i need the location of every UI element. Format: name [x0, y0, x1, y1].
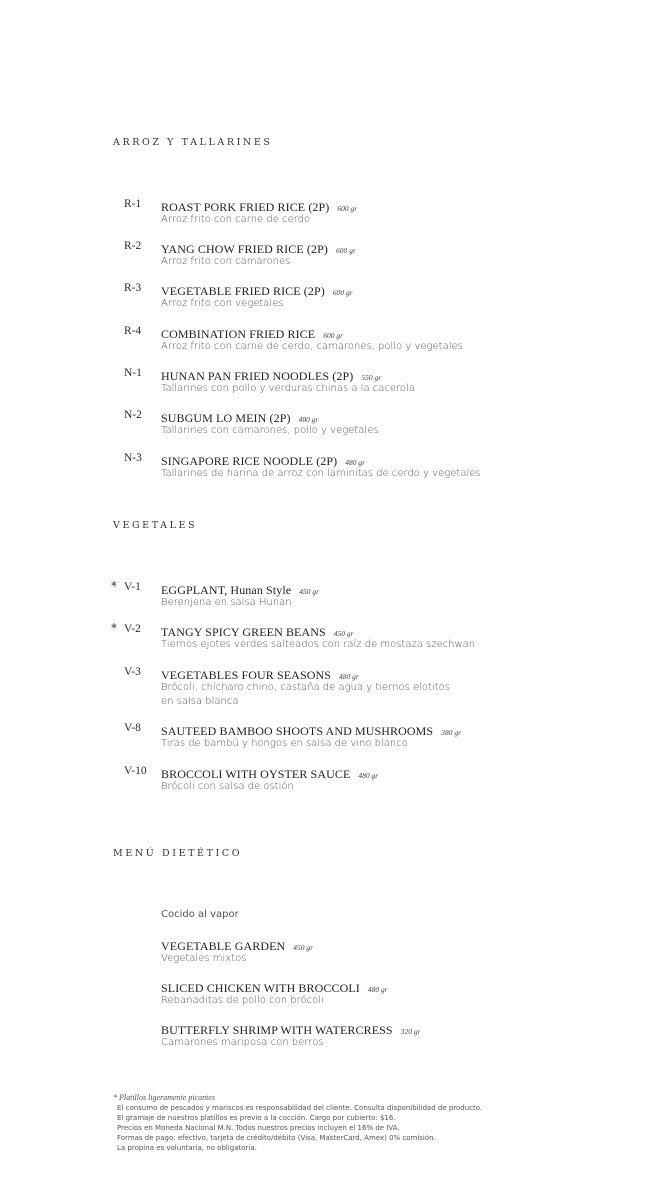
item-description: Tiras de bambú y hongos en salsa de vino blanco — [161, 738, 408, 749]
spicy-asterisk-icon: * — [111, 621, 117, 635]
footer-line: Formas de pago: efectivo, tarjeta de crédito/débito (Visa, MasterCard, Amex) 0% comisión. — [117, 1134, 436, 1142]
item-name: BROCCOLI WITH OYSTER SAUCE — [161, 767, 351, 781]
item-code: V-3 — [124, 666, 141, 678]
spicy-note: * Platillos ligeramente picantes — [113, 1093, 215, 1102]
item-name: TANGY SPICY GREEN BEANS — [161, 625, 326, 639]
item-weight: 600 gr — [323, 331, 344, 340]
item-description-line-1: Brócoli, chícharo chino, castaña de agua y tiernos elotitos — [161, 682, 450, 693]
item-code: V-8 — [124, 722, 141, 734]
footer-line: Precios en Moneda Nacional M.N. Todos nuestros precios incluyen el 16% de IVA. — [117, 1124, 400, 1132]
item-weight: 480 gr — [345, 458, 366, 467]
item-code: V-2 — [124, 623, 141, 635]
footer-line: El gramaje de nuestros platillos es previo a la cocción. Cargo por cubierto: $16. — [117, 1114, 396, 1122]
item-name: SLICED CHICKEN WITH BROCCOLI — [161, 981, 360, 995]
item-code: R-3 — [124, 282, 142, 294]
item-weight: 450 gr — [333, 629, 354, 638]
item-name: YANG CHOW FRIED RICE (2P) — [161, 242, 328, 256]
item-name: VEGETABLE GARDEN — [161, 939, 286, 953]
item-description: Vegetales mixtos — [161, 953, 247, 964]
item-weight: 450 gr — [293, 943, 314, 952]
item-description: Berenjena en salsa Hunan — [161, 597, 292, 608]
item-description: Arroz frito con carne de cerdo, camarones, pollo y vegetales — [161, 341, 463, 352]
item-name: BUTTERFLY SHRIMP WITH WATERCRESS — [161, 1023, 393, 1037]
footer-notes — [113, 1093, 613, 1153]
item-code: V-10 — [124, 765, 147, 777]
item-name: COMBINATION FRIED RICE — [161, 327, 316, 341]
item-weight: 450 gr — [299, 587, 319, 596]
item-description: Tallarines con camarones, pollo y vegetales — [161, 425, 379, 436]
item-weight: 480 gr — [339, 672, 359, 681]
item-description: Tiernos ejotes verdes salteados con raíz de mostaza szechwan — [161, 639, 476, 650]
section-title-vegetables: VEGETALES — [113, 520, 198, 531]
item-description: Tallarines con pollo y verduras chinas a la cacerola — [161, 383, 415, 394]
item-weight: 550 gr — [361, 373, 382, 382]
item-code: R-4 — [124, 325, 142, 337]
diet-intro: Cocido al vapor — [161, 909, 239, 920]
item-name: SAUTEED BAMBOO SHOOTS AND MUSHROOMS — [161, 724, 434, 738]
item-description: Tallarines de harina de arroz con laminitas de cerdo y vegetales — [161, 468, 481, 479]
item-code: N-1 — [124, 367, 142, 379]
footer-line: El consumo de pescados y mariscos es responsabilidad del cliente. Consulta disponibilidad de producto. — [117, 1104, 483, 1112]
item-code: N-3 — [124, 452, 142, 464]
item-name: SINGAPORE RICE NOODLE (2P) — [161, 454, 338, 468]
item-description: Brócoli con salsa de ostión — [161, 781, 294, 792]
item-description-line-2: en salsa blanca — [161, 696, 239, 707]
item-weight: 600 gr — [335, 246, 356, 255]
item-description: Camarones mariposa con berros — [161, 1037, 324, 1048]
item-code: R-2 — [124, 240, 142, 252]
item-weight: 480 gr — [358, 771, 379, 780]
section-title-diet: MENÚ DIETÉTICO — [113, 848, 243, 859]
item-weight: 480 gr — [367, 985, 388, 994]
spicy-asterisk-icon: * — [111, 579, 117, 593]
item-code: R-1 — [124, 198, 142, 210]
item-description — [161, 681, 601, 709]
section-title-rice: ARROZ Y TALLARINES — [113, 137, 273, 148]
item-name: VEGETABLES FOUR SEASONS — [161, 668, 332, 682]
item-weight: 320 gr — [400, 1027, 421, 1036]
item-name: SUBGUM LO MEIN (2P) — [161, 411, 291, 425]
footer-line: La propina es voluntaria, no obligatoria. — [117, 1144, 257, 1152]
item-weight: 480 gr — [298, 415, 319, 424]
item-name: VEGETABLE FRIED RICE (2P) — [161, 284, 325, 298]
item-code: N-2 — [124, 409, 142, 421]
item-description: Arroz frito con vegetales — [161, 298, 284, 309]
item-description: Arroz frito con carne de cerdo — [161, 214, 311, 225]
item-description: Arroz frito con camarones — [161, 256, 291, 267]
item-name: EGGPLANT, Hunan Style — [161, 583, 292, 597]
item-name: HUNAN PAN FRIED NOODLES (2P) — [161, 369, 354, 383]
item-code: V-1 — [124, 581, 141, 593]
item-weight: 600 gr — [337, 204, 358, 213]
item-name: ROAST PORK FRIED RICE (2P) — [161, 200, 330, 214]
item-weight: 600 gr — [332, 288, 353, 297]
item-description: Rebanaditas de pollo con brócoli — [161, 995, 324, 1006]
item-weight: 380 gr — [441, 728, 462, 737]
